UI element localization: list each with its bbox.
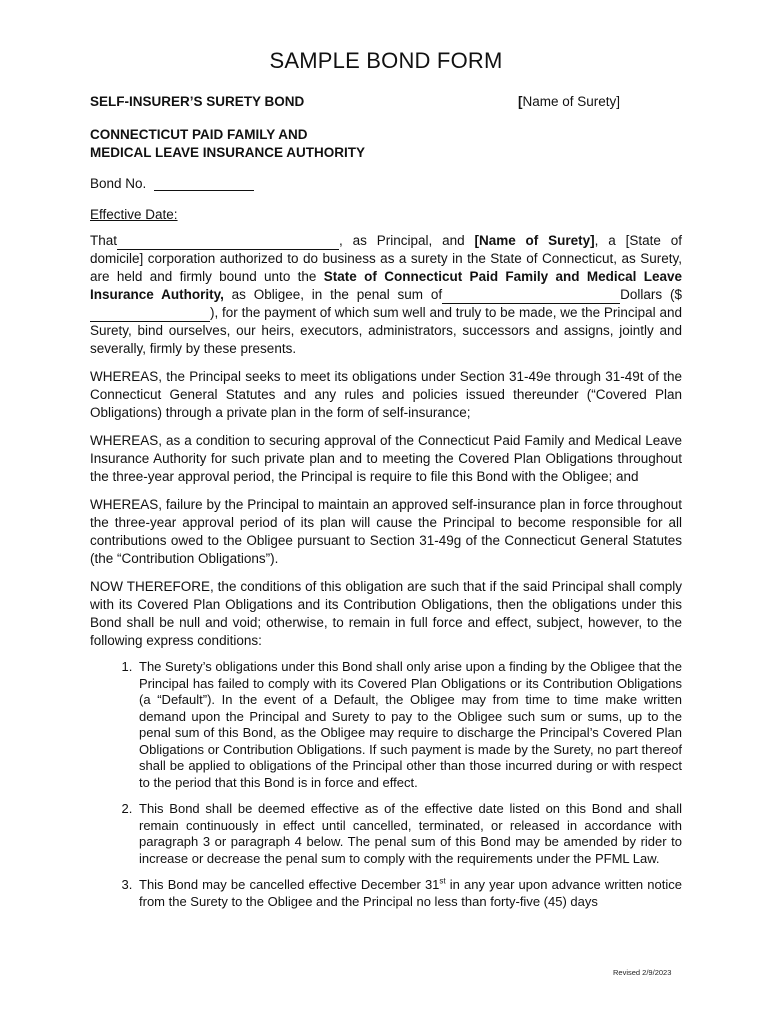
bond-type: SELF-INSURER’S SURETY BOND bbox=[90, 94, 305, 109]
as-principal-text: , as Principal, and bbox=[339, 233, 475, 248]
authority-heading bbox=[90, 126, 682, 162]
effective-date-label: Effective Date: bbox=[90, 207, 178, 222]
whereas-paragraph-3: WHEREAS, failure by the Principal to maintain an approved self-insurance plan in force throughout the three-year approval period of its plan will cause the Principal to become responsible for all contributions owed to the Obligee pursuant to Section 31-49g of the Connecticut General Statutes (the “Contribution Obligations”). bbox=[90, 497, 682, 566]
condition-3 bbox=[136, 877, 682, 910]
whereas-paragraph-2: WHEREAS, as a condition to securing approval of the Connecticut Paid Family and Medical Leave Insurance Authority for such private plan and to meeting the Covered Plan Obligations throughout the three-year approval period, the Principal is require to file this Bond with the Obligee; and bbox=[90, 433, 682, 484]
penal-sum-words-blank[interactable] bbox=[442, 289, 620, 304]
principal-paragraph bbox=[90, 232, 682, 358]
surety-domicile-text: , a [State of domicile] corporation authorized to do business as a surety in the State of Connecticut, as Surety, are held and firmly bound unto the bbox=[90, 233, 682, 284]
now-therefore-paragraph: NOW THEREFORE, the conditions of this obligation are such that if the said Principal shall comply with its Covered Plan Obligations and its Contribution Obligations, then the obligations under this Bond shall be null and void; otherwise, to remain in full force and effect, subject, however, to the following express conditions: bbox=[90, 579, 682, 648]
surety-bracket-open: [ bbox=[518, 94, 523, 109]
conditions-list bbox=[90, 659, 682, 910]
bond-number-label: Bond No. bbox=[90, 176, 147, 191]
bond-number bbox=[90, 176, 682, 191]
authority-line-2: MEDICAL LEAVE INSURANCE AUTHORITY bbox=[90, 145, 366, 160]
bond-header-row bbox=[90, 94, 682, 109]
surety-name-text: Name of Surety] bbox=[522, 94, 621, 109]
whereas-paragraph-1: WHEREAS, the Principal seeks to meet its obligations under Section 31-49e through 31-49t of the Connecticut General Statutes and any rules and policies issued thereunder (“Covered Plan Obligations) through a private plan in the form of self-insurance; bbox=[90, 369, 682, 420]
obligee-name-bold: State of Connecticut Paid Family and Medical Leave Insurance Authority, bbox=[90, 269, 682, 302]
page-title: SAMPLE BOND FORM bbox=[269, 48, 503, 73]
bond-number-blank[interactable] bbox=[154, 176, 254, 191]
penal-sum-amount-blank[interactable] bbox=[90, 307, 210, 322]
bond-form-page bbox=[90, 0, 682, 910]
condition-3-text-b: in any year upon advance written notice from the Surety to the Obligee and the Principal no less than forty-five (45) days bbox=[139, 877, 682, 909]
that-text: That bbox=[90, 233, 118, 248]
dollars-text: Dollars bbox=[620, 287, 663, 302]
condition-2: 2. This Bond shall be deemed effective as of the effective date listed on this Bond and shall remain continuously in effect until cancelled, terminated, or released in accordance with paragraph 3 or paragraph 4 below. The penal sum of this Bond may be amended by rider to increase or decrease the penal sum to comply with the requirements under the PFML Law. bbox=[136, 801, 682, 867]
condition-1: 1. The Surety’s obligations under this Bond shall only arise upon a finding by the Obligee that the Principal has failed to comply with its Covered Plan Obligations or its Contribution Obligations (a “Default”). In the event of a Default, the Obligee may from time to time make written demand upon the Principal and Surety to pay to the Obligee such sum or sums, up to the penal sum of this Bond, as the Obligee may require to discharge the Principal’s Covered Plan Obligations or Contribution Obligations. If such payment is made by the Surety, no part thereof shall be applied to obligations of the Principal other than those incurred during or with respect to the period that this Bond is in force and effect. bbox=[136, 659, 682, 791]
condition-3-superscript: st bbox=[439, 876, 446, 886]
payment-clause-text: ), for the payment of which sum well and truly to be made, we the Principal and Surety, bind ourselves, our heirs, executors, administrators, successors and assigns, jointly and severally, firmly by these presents. bbox=[90, 305, 682, 356]
authority-line-1: CONNECTICUT PAID FAMILY AND bbox=[90, 127, 308, 142]
surety-name-bold: [Name of Surety] bbox=[474, 233, 595, 248]
dollar-sign-text: ($ bbox=[669, 287, 682, 302]
revision-date: Revised 2/9/2023 bbox=[613, 968, 672, 977]
principal-name-blank[interactable] bbox=[117, 235, 339, 250]
surety-name-field bbox=[518, 94, 620, 109]
penal-sum-text: as Obligee, in the penal sum of bbox=[223, 287, 443, 302]
condition-3-text-a: This Bond may be cancelled effective December 31 bbox=[139, 877, 440, 892]
